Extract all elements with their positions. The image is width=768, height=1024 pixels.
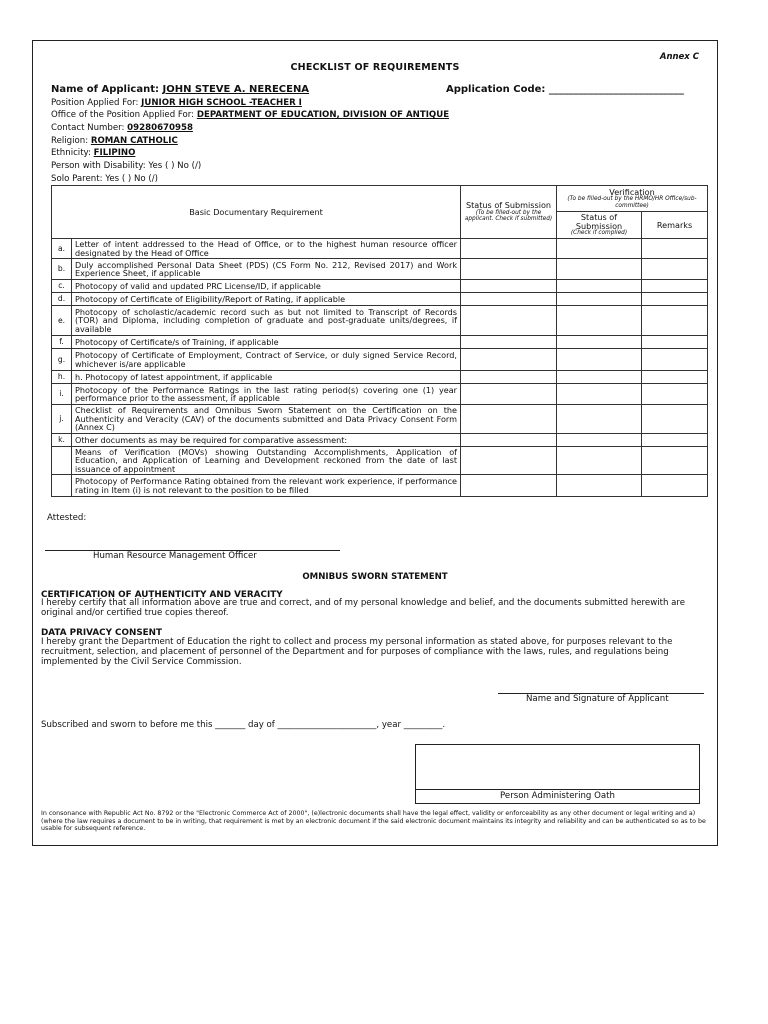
row-requirement: Letter of intent addressed to the Head of Office, or to the highest human resource officer designated by the Head of Office <box>72 239 461 259</box>
office-label: Office of the Position Applied For: <box>51 110 195 120</box>
office-value: DEPARTMENT OF EDUCATION, DIVISION OF ANTIQUE <box>196 110 450 120</box>
applicant-signature-label: Name and Signature of Applicant <box>526 694 669 704</box>
row-requirement: Photocopy of valid and updated PRC License/ID, if applicable <box>72 280 461 293</box>
row-letter: c. <box>52 280 72 293</box>
col-verification-header <box>557 186 708 212</box>
remarks-cell[interactable] <box>642 336 708 349</box>
row-letter: d. <box>52 293 72 306</box>
checklist-form <box>32 40 718 846</box>
dpc-title: DATA PRIVACY CONSENT <box>41 628 163 638</box>
ethnicity-label: Ethnicity: <box>51 148 91 158</box>
contact-value: 09280670958 <box>127 123 193 133</box>
pwd-row: Person with Disability: Yes ( ) No (/) <box>51 161 202 171</box>
row-requirement: Photocopy of Certificate of Eligibility/Report of Rating, if applicable <box>72 293 461 306</box>
position-value: JUNIOR HIGH SCHOOL -TEACHER I <box>141 98 302 108</box>
row-requirement: h. Photocopy of latest appointment, if applicable <box>72 371 461 384</box>
ethnicity-value: FILIPINO <box>93 148 136 158</box>
row-letter: k. <box>52 434 72 447</box>
requirements-body <box>52 239 708 497</box>
table-row <box>52 349 708 371</box>
remarks-cell[interactable] <box>642 475 708 497</box>
row-letter: h. <box>52 371 72 384</box>
status-cell[interactable] <box>461 280 557 293</box>
status-cell[interactable] <box>461 293 557 306</box>
row-requirement: Photocopy of Certificate of Employment, Contract of Service, or duly signed Service Record, whichever is/are applicable <box>72 349 461 371</box>
table-row <box>52 336 708 349</box>
row-letter <box>52 475 72 497</box>
table-row <box>52 293 708 306</box>
row-requirement: Checklist of Requirements and Omnibus Sworn Statement on the Certification on the Authenticity and Veracity (CAV) of the documents submitted and Data Privacy Consent Form (Annex C) <box>72 405 461 434</box>
col-verification-note: (To be filled-out by the HRMO/HR Office/sub-committee) <box>567 196 697 209</box>
row-letter: a. <box>52 239 72 259</box>
row-letter: g. <box>52 349 72 371</box>
remarks-cell[interactable] <box>642 259 708 280</box>
remarks-cell[interactable] <box>642 434 708 447</box>
row-requirement: Photocopy of Certificate/s of Training, if applicable <box>72 336 461 349</box>
oath-signature-line <box>416 789 699 790</box>
verification-status-cell[interactable] <box>557 349 642 371</box>
remarks-cell[interactable] <box>642 405 708 434</box>
dpc-text: I hereby grant the Department of Education the right to collect and process my personal information as stated above, for purposes relevant to the recruitment, selection, and placement of personnel of the Department and for purposes of compliance with the laws, rules, and regulations being implemented by the Civil Service Commission. <box>41 637 673 667</box>
solo-parent-row: Solo Parent: Yes ( ) No (/) <box>51 174 159 184</box>
ethnicity-row <box>51 148 135 158</box>
verification-status-cell[interactable] <box>557 336 642 349</box>
row-requirement: Duly accomplished Personal Data Sheet (PDS) (CS Form No. 212, Revised 2017) and Work Experience Sheet, if applicable <box>72 259 461 280</box>
status-cell[interactable] <box>461 447 557 475</box>
table-row <box>52 306 708 336</box>
religion-value: ROMAN CATHOLIC <box>90 136 178 146</box>
form-title: CHECKLIST OF REQUIREMENTS <box>290 62 460 73</box>
table-row <box>52 475 708 497</box>
remarks-cell[interactable] <box>642 280 708 293</box>
cav-text: I hereby certify that all information above are true and correct, and of my personal knowledge and belief, and the documents submitted herewith are original and/or certified true copies thereof. <box>41 598 686 618</box>
verification-status-cell[interactable] <box>557 259 642 280</box>
verification-status-cell[interactable] <box>557 405 642 434</box>
hrmo-label: Human Resource Management Officer <box>93 551 257 561</box>
religion-row <box>51 136 178 146</box>
application-code: Application Code: ___________________________ <box>446 84 684 95</box>
col-status: Status of Submission <box>465 200 552 211</box>
col-requirement: Basic Documentary Requirement <box>52 186 461 239</box>
verification-status-cell[interactable] <box>557 306 642 336</box>
oath-box <box>415 744 700 804</box>
col-remarks: Remarks <box>642 212 708 239</box>
remarks-cell[interactable] <box>642 306 708 336</box>
remarks-cell[interactable] <box>642 371 708 384</box>
position-label: Position Applied For: <box>51 98 139 108</box>
row-requirement: Other documents as may be required for comparative assessment: <box>72 434 461 447</box>
office-row <box>51 110 449 120</box>
cav-title: CERTIFICATION OF AUTHENTICITY AND VERACITY <box>41 590 283 600</box>
row-requirement: Photocopy of the Performance Ratings in the last rating period(s) covering one (1) year performance prior to the assessment, if applicable <box>72 384 461 405</box>
row-letter: j. <box>52 405 72 434</box>
status-cell[interactable] <box>461 349 557 371</box>
omnibus-title: OMNIBUS SWORN STATEMENT <box>302 572 448 582</box>
row-requirement: Photocopy of Performance Rating obtained from the relevant work experience, if performance rating in Item (i) is not relevant to the position to be filled <box>72 475 461 497</box>
col-verification: Verification <box>609 186 655 197</box>
annex-label: Annex C <box>659 52 699 62</box>
table-row <box>52 405 708 434</box>
status-cell[interactable] <box>461 384 557 405</box>
status-cell[interactable] <box>461 239 557 259</box>
verification-status-cell[interactable] <box>557 384 642 405</box>
row-letter: f. <box>52 336 72 349</box>
subscribed-line: Subscribed and sworn to before me this _______ day of _______________________, year _________. <box>41 720 446 730</box>
position-row <box>51 98 302 108</box>
table-row <box>52 239 708 259</box>
col-ver-status-note: (Check if complied) <box>570 230 628 237</box>
applicant-name-label: Name of Applicant: <box>51 84 159 95</box>
status-cell[interactable] <box>461 371 557 384</box>
table-row <box>52 434 708 447</box>
row-letter: i. <box>52 384 72 405</box>
col-status-note: (To be filled-out by the applicant. Check if submitted) <box>464 209 553 223</box>
verification-status-cell[interactable] <box>557 447 642 475</box>
row-requirement: Photocopy of scholastic/academic record such as but not limited to Transcript of Records (TOR) and Diploma, including completion of graduate and post-graduate units/degrees, if available <box>72 306 461 336</box>
table-row <box>52 447 708 475</box>
religion-label: Religion: <box>51 136 89 146</box>
status-cell[interactable] <box>461 405 557 434</box>
requirements-table <box>51 185 708 497</box>
table-row <box>52 280 708 293</box>
remarks-cell[interactable] <box>642 384 708 405</box>
footnote: In consonance with Republic Act No. 8792 or the "Electronic Commerce Act of 2000", (e)lectronic documents shall have the legal effect, validity or enforceability as any other document or legal writing and a) (where the law requires a document to be in writing, that requirement is met by an electronic document if the said electronic document maintains its integrity and reliability and can be authenticated so as to be usable for subsequent reference. <box>41 810 706 833</box>
row-requirement: Means of Verification (MOVs) showing Outstanding Accomplishments, Application of Education, and Application of Learning and Development reckoned from the date of last issuance of appointment <box>72 447 461 475</box>
col-ver-status: Status of Submission <box>575 212 623 231</box>
row-letter: e. <box>52 306 72 336</box>
remarks-cell[interactable] <box>642 239 708 259</box>
status-cell[interactable] <box>461 475 557 497</box>
verification-status-cell[interactable] <box>557 239 642 259</box>
status-cell[interactable] <box>461 259 557 280</box>
verification-status-cell[interactable] <box>557 371 642 384</box>
remarks-cell[interactable] <box>642 349 708 371</box>
verification-status-cell[interactable] <box>557 293 642 306</box>
remarks-cell[interactable] <box>642 293 708 306</box>
oath-label: Person Administering Oath <box>500 791 615 801</box>
table-row <box>52 371 708 384</box>
row-letter <box>52 447 72 475</box>
applicant-name-value: JOHN STEVE A. NERECENA <box>162 84 310 95</box>
contact-row <box>51 123 193 133</box>
col-status-header <box>461 186 557 239</box>
remarks-cell[interactable] <box>642 447 708 475</box>
verification-status-cell[interactable] <box>557 434 642 447</box>
col-ver-status-header <box>557 212 642 239</box>
attested-label: Attested: <box>47 513 87 523</box>
contact-label: Contact Number: <box>51 123 125 133</box>
status-cell[interactable] <box>461 306 557 336</box>
status-cell[interactable] <box>461 434 557 447</box>
table-row <box>52 384 708 405</box>
table-row <box>52 259 708 280</box>
applicant-name-row <box>51 84 309 95</box>
status-cell[interactable] <box>461 336 557 349</box>
row-letter: b. <box>52 259 72 280</box>
verification-status-cell[interactable] <box>557 280 642 293</box>
verification-status-cell[interactable] <box>557 475 642 497</box>
